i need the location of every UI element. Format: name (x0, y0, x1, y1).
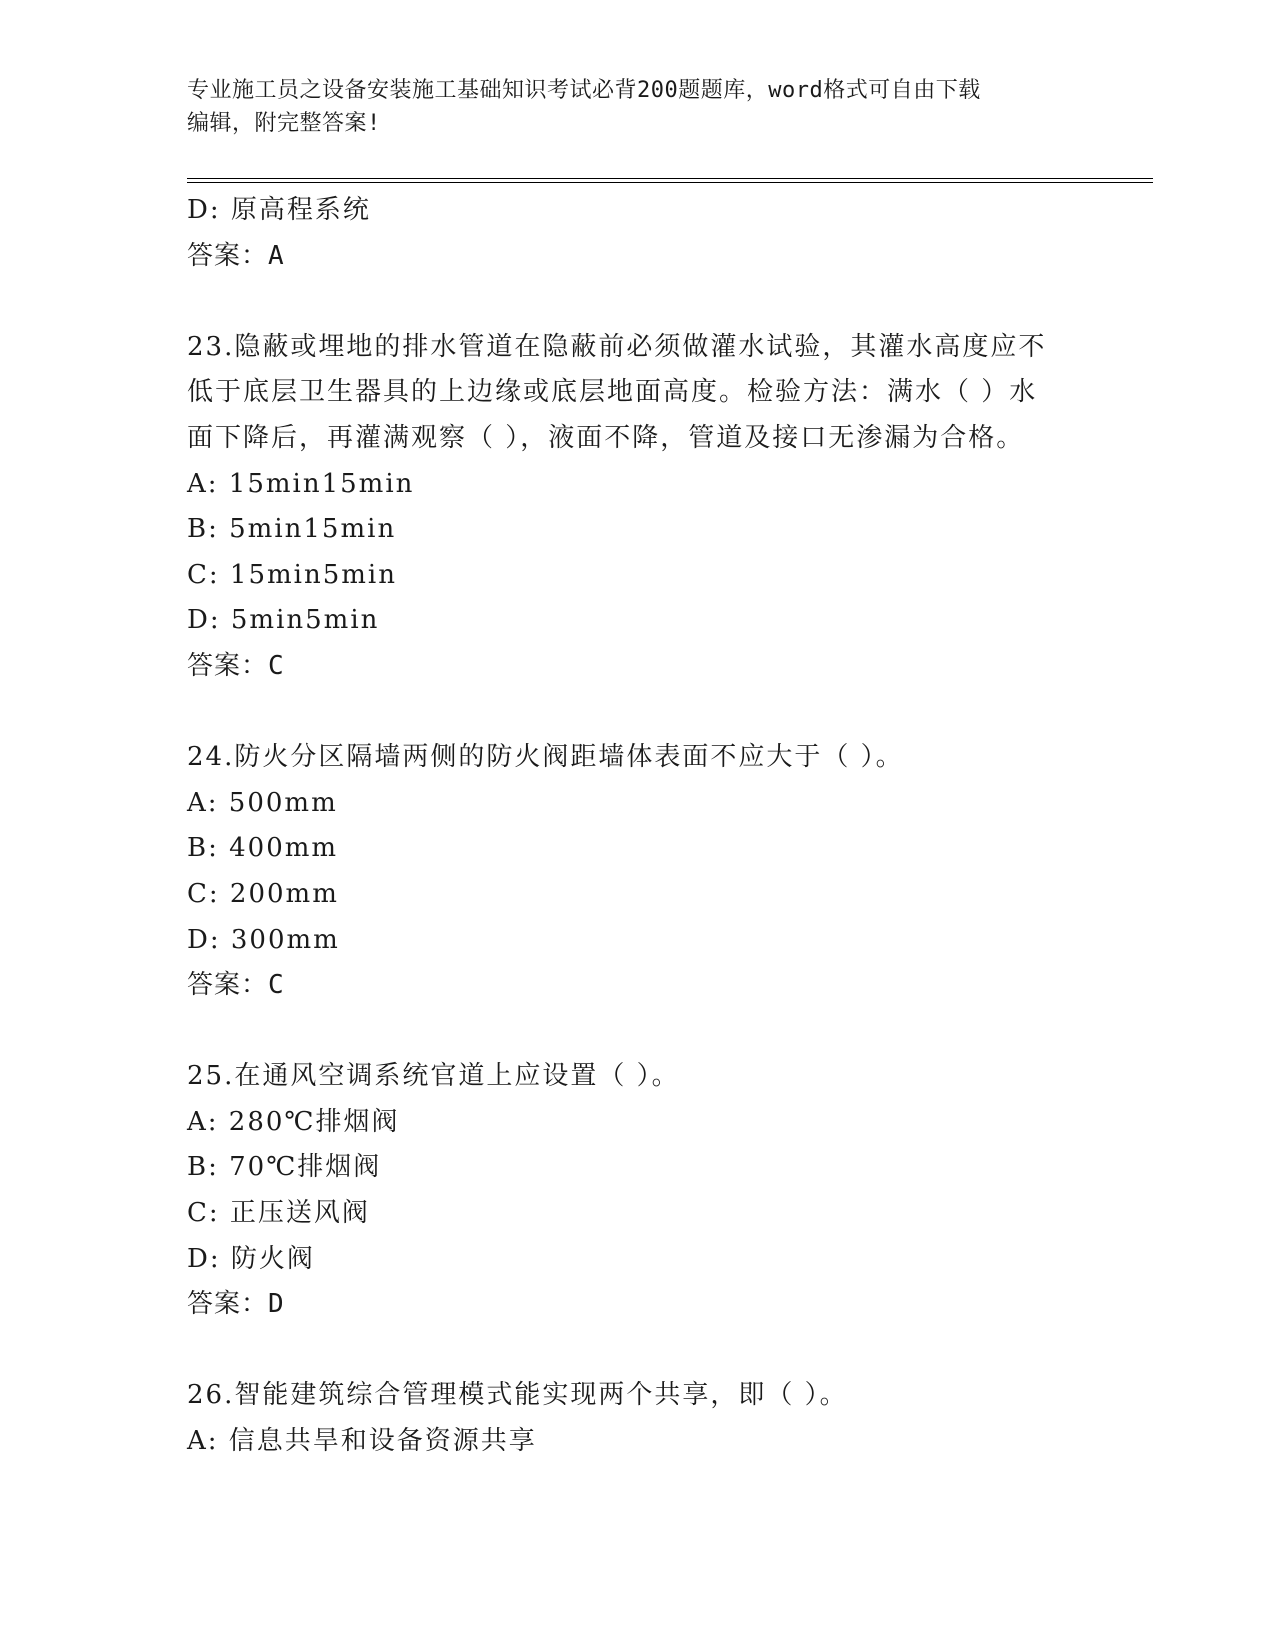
header-divider-bottom (187, 182, 1153, 183)
question-stem-line: 面下降后，再灌满观察（ ），液面不降，管道及接口无渗漏为合格。 (187, 422, 1025, 453)
spacer (187, 690, 1107, 736)
answer-line: 答案：D (187, 1289, 285, 1320)
option-c: C: 正压送风阀 (187, 1198, 370, 1229)
answer-line: 答案：C (187, 970, 285, 1001)
question-26 (187, 1373, 1107, 1464)
question-stem-line: 低于底层卫生器具的上边缘或底层地面高度。检验方法：满水（ ）水 (187, 377, 1038, 408)
header-title-line-2: 编辑，附完整答案! (187, 111, 381, 136)
option-a: A: 15min15min (187, 468, 415, 499)
option-b: B: 70℃排烟阀 (187, 1152, 382, 1183)
option-b: B: 400mm (187, 833, 339, 864)
document-header (187, 74, 1087, 140)
option-b: B: 5min15min (187, 514, 397, 545)
question-stem-line: 24.防火分区隔墙两侧的防火阀距墙体表面不应大于（ ）。 (187, 742, 904, 773)
question-25 (187, 1054, 1107, 1328)
option-a: A: 信息共旱和设备资源共享 (187, 1426, 537, 1457)
question-22-answer: 答案：A (187, 240, 285, 271)
question-content (187, 188, 1107, 1465)
header-divider-top (187, 178, 1153, 179)
option-c: C: 15min5min (187, 559, 397, 590)
question-stem-line: 26.智能建筑综合管理模式能实现两个共享，即（ ）。 (187, 1380, 848, 1411)
spacer (187, 1009, 1107, 1055)
spacer (187, 1328, 1107, 1374)
question-23 (187, 325, 1107, 690)
question-24 (187, 735, 1107, 1009)
spacer (187, 279, 1107, 325)
header-title-line-1: 专业施工员之设备安装施工基础知识考试必背200题题库，word格式可自由下载 (187, 78, 981, 103)
answer-line: 答案：C (187, 650, 285, 681)
question-stem-line: 25.在通风空调系统官道上应设置（ ）。 (187, 1061, 680, 1092)
option-a: A: 500mm (187, 787, 338, 818)
option-d: D: 5min5min (187, 605, 380, 636)
option-d: D: 防火阀 (187, 1243, 315, 1274)
question-stem-line: 23.隐蔽或埋地的排水管道在隐蔽前必须做灌水试验，其灌水高度应不 (187, 331, 1047, 362)
option-c: C: 200mm (187, 878, 339, 909)
question-22-option-d: D: 原高程系统 (187, 195, 371, 225)
option-a: A: 280℃排烟阀 (187, 1106, 400, 1137)
option-d: D: 300mm (187, 924, 340, 955)
